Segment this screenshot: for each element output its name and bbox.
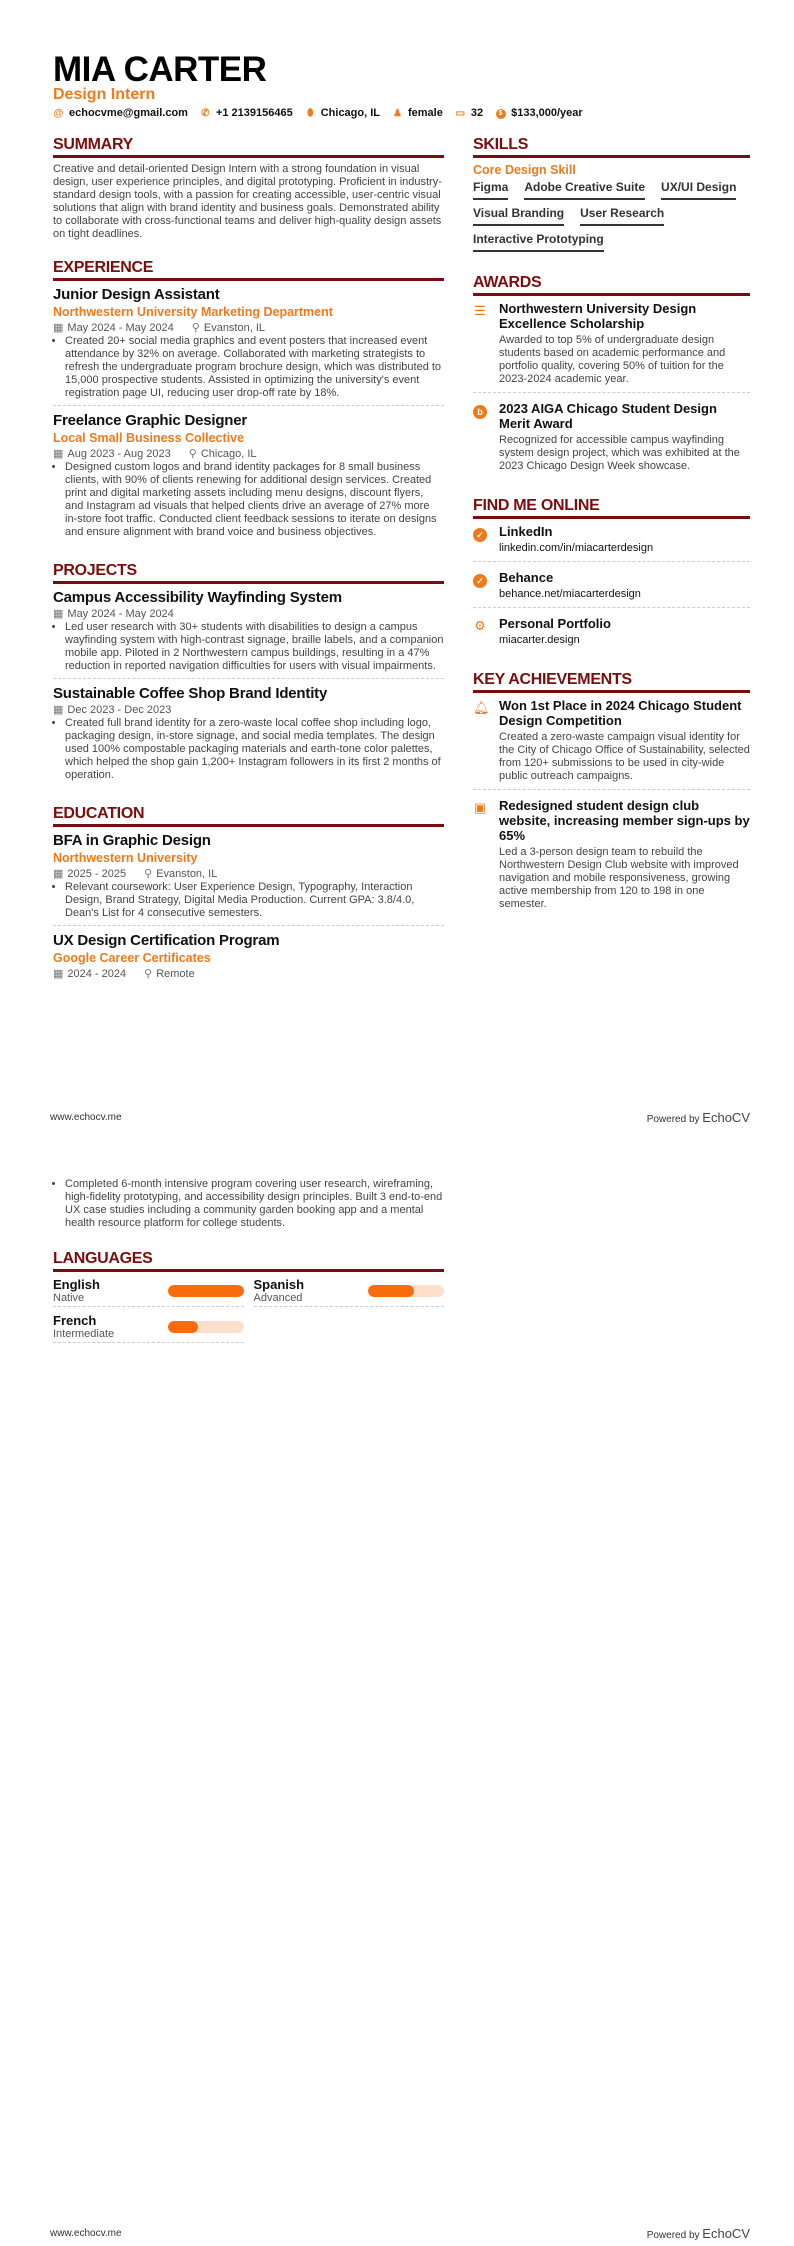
bullet: • Created full brand identity for a zero-waste local coffee shop including logo, packaging design, in-store signage, and social media templates. The design used 100% compostable packaging materials and earth-tone color palettes, which helped the shop gain 1,200+ Instagram followers in its first 2 months of operation. — [65, 717, 444, 782]
skill-chip: User Research — [580, 206, 664, 226]
item-title: Campus Accessibility Wayfinding System — [53, 589, 342, 606]
project-item — [53, 685, 444, 787]
link-url[interactable]: linkedin.com/in/miacarterdesign — [499, 542, 654, 554]
contact-bar — [53, 107, 583, 119]
contact-gender — [392, 107, 443, 119]
bell-icon: 🔔︎ — [473, 700, 490, 715]
calendar-icon: ▦ — [53, 868, 64, 880]
footer-site-link[interactable]: www.echocv.me — [50, 1112, 122, 1123]
contact-location — [305, 107, 380, 119]
location-text: Evanston, IL — [156, 868, 218, 880]
item-org: Local Small Business Collective — [53, 431, 245, 445]
calendar-icon: ▭ — [455, 107, 466, 119]
calendar-icon: ▦ — [53, 968, 64, 980]
skill-chip: Adobe Creative Suite — [524, 180, 645, 200]
section-heading: LANGUAGES — [53, 1250, 444, 1272]
award-title: 2023 AIGA Chicago Student Design Merit Award — [499, 401, 717, 431]
skills-section — [473, 136, 750, 252]
link-title: LinkedIn — [499, 524, 553, 539]
date-range — [53, 967, 126, 981]
contact-salary — [495, 107, 583, 119]
achievements-section — [473, 671, 750, 917]
bullet: • Led user research with 30+ students with disabilities to design a campus wayfinding system with high-contrast signage, braille labels, and a companion mobile app. Piloted in 2 Northwestern campus buildings, resulting in a 47% reduction in reported navigation difficulties for users with visual impairments. — [65, 621, 444, 673]
bar-fill — [168, 1285, 244, 1297]
job-title: Design Intern — [53, 86, 156, 103]
experience-item — [53, 412, 444, 544]
languages-section — [53, 1250, 444, 1343]
skill-chip: Interactive Prototyping — [473, 232, 604, 252]
contact-text: 32 — [470, 107, 484, 119]
location — [144, 867, 217, 881]
contact-text: echocvme@gmail.com — [69, 107, 188, 119]
skill-group-label: Core Design Skill — [473, 163, 576, 177]
award-item — [473, 301, 750, 393]
location-pin-icon: ⬮ — [307, 107, 314, 119]
contact-email[interactable] — [53, 107, 188, 119]
contact-phone[interactable] — [200, 107, 293, 119]
section-heading: AWARDS — [473, 274, 750, 296]
language-level: Intermediate — [53, 1328, 115, 1340]
link-url[interactable]: miacarter.design — [499, 634, 580, 646]
section-heading: FIND ME ONLINE — [473, 497, 750, 519]
location — [144, 967, 195, 981]
contact-text: +1 2139156465 — [215, 107, 293, 119]
award-description: Awarded to top 5% of undergraduate design students based on academic performance and portfolio quality, covering 50% of tuition for the 2023-2024 academic year. — [499, 334, 726, 385]
award-item — [473, 401, 750, 479]
award-title: Northwestern University Design Excellence Scholarship — [499, 301, 697, 331]
left-column-page-2 — [53, 1178, 444, 1343]
bullet: • Relevant coursework: User Experience Design, Typography, Interaction Design, Brand Strategy, Digital Media Production. Current GPA: 3.8/4.0, Dean's List for 4 consecutive semesters. — [65, 881, 444, 920]
online-link-portfolio[interactable] — [473, 616, 750, 653]
calendar-icon: ▦ — [53, 322, 64, 334]
language-name: English — [53, 1277, 100, 1292]
bullet: • Created 20+ social media graphics and event posters that increased event attendance by 32% on average. Collaborated with marketing strategists to refresh the undergraduate program brochure design, which was distributed to 15,000 prospective students. Assisted in optimizing the university's event registration page UI, reducing user drop-off rate by 18%. — [65, 335, 444, 400]
language-item — [254, 1277, 445, 1307]
footer-powered — [647, 2226, 750, 2241]
bullet: • Completed 6-month intensive program covering user research, wireframing, high-fidelity prototyping, and accessibility design principles. Built 3 end-to-end UX case studies including a community garden booking app and a mental health resource platform for college students. — [65, 1178, 444, 1230]
link-title: Personal Portfolio — [499, 616, 611, 631]
date-text: May 2024 - May 2024 — [67, 608, 174, 620]
date-text: May 2024 - May 2024 — [67, 322, 174, 334]
item-title: Junior Design Assistant — [53, 286, 220, 303]
footer-site-link[interactable]: www.echocv.me — [50, 2228, 122, 2239]
item-title: Freelance Graphic Designer — [53, 412, 248, 429]
contact-text: Chicago, IL — [320, 107, 380, 119]
date-text: Dec 2023 - Dec 2023 — [67, 704, 172, 716]
brand-logo[interactable]: EchoCV — [702, 1110, 750, 1125]
education-section — [53, 805, 444, 986]
date-range — [53, 703, 171, 717]
language-level: Native — [53, 1292, 85, 1304]
contact-text: $133,000/year — [511, 107, 583, 119]
location-text: Remote — [156, 968, 195, 980]
list-icon: ☰ — [474, 303, 486, 318]
footer-powered — [647, 1110, 750, 1125]
achievement-item — [473, 798, 750, 917]
achievement-description: Created a zero-waste campaign visual identity for the City of Chicago Office of Sustainability, selected from 120+ submissions to be used in city-wide public outreach campaigns. — [499, 731, 750, 782]
location-pin-icon: ⚲ — [191, 322, 200, 334]
skill-chip: Figma — [473, 180, 508, 200]
experience-item — [53, 286, 444, 406]
section-heading: SKILLS — [473, 136, 750, 158]
item-org: Northwestern University Marketing Department — [53, 305, 333, 319]
phone-icon: ✆ — [201, 107, 210, 119]
achievement-title: Redesigned student design club website, increasing member sign-ups by 65% — [499, 798, 750, 843]
powered-label: Powered by — [646, 1114, 700, 1125]
at-icon: @ — [53, 107, 64, 119]
location — [192, 321, 265, 335]
experience-section — [53, 259, 444, 544]
online-section — [473, 497, 750, 653]
language-proficiency-bar — [168, 1285, 244, 1297]
link-url[interactable]: behance.net/miacarterdesign — [499, 588, 641, 600]
bar-fill — [368, 1285, 414, 1297]
gear-icon: ⚙ — [474, 618, 486, 633]
chip-icon: ▣ — [473, 800, 487, 815]
location-pin-icon: ⚲ — [144, 868, 153, 880]
powered-label: Powered by — [646, 2230, 700, 2241]
bullet: • Designed custom logos and brand identity packages for 8 small business clients, with 90% of clients renewing for additional design services. Created print and digital marketing assets including menu designs, discount flyers, and Instagram ad visuals that helped clients drive an average of 27% more in-store foot traffic. Conducted client feedback sessions to iterate on designs and ensure alignment with brand voice and business objectives. — [65, 461, 444, 539]
language-item — [53, 1277, 244, 1307]
location — [189, 447, 257, 461]
date-range — [53, 607, 174, 621]
language-proficiency-bar — [368, 1285, 444, 1297]
calendar-icon: ▦ — [53, 448, 64, 460]
date-text: 2024 - 2024 — [67, 968, 127, 980]
item-title: BFA in Graphic Design — [53, 832, 211, 849]
brand-logo[interactable]: EchoCV — [702, 2226, 750, 2241]
contact-age — [455, 107, 483, 119]
award-badge-icon: b — [473, 401, 487, 473]
item-title: Sustainable Coffee Shop Brand Identity — [53, 685, 328, 702]
section-heading: PROJECTS — [53, 562, 444, 584]
achievement-description: Led a 3-person design team to rebuild the Northwestern Design Club website with improved navigation and mobile responsiveness, growing active membership from 120 to 198 in one semester. — [499, 846, 739, 910]
calendar-icon: ▦ — [53, 704, 64, 716]
dollar-circle-icon: $ — [495, 107, 506, 119]
date-range — [53, 321, 174, 335]
date-range — [53, 867, 126, 881]
date-text: Aug 2023 - Aug 2023 — [67, 448, 171, 460]
education-item — [53, 832, 444, 926]
skill-chip: Visual Branding — [473, 206, 564, 226]
date-text: 2025 - 2025 — [67, 868, 127, 880]
language-name: Spanish — [253, 1277, 305, 1292]
left-column — [53, 136, 444, 992]
education-item — [53, 932, 444, 986]
section-heading: KEY ACHIEVEMENTS — [473, 671, 750, 693]
summary-text: Creative and detail-oriented Design Intern with a strong foundation in visual design, user experience principles, and digital prototyping. Proficient in industry-standard design tools, with a passion for creating accessible, user-centric visual solutions that align with brand identity and business goals. Demonstrated ability to collaborate with cross-functional teams and deliver high-quality design assets on tight deadlines. — [53, 163, 442, 240]
language-item — [53, 1313, 244, 1343]
bar-fill — [168, 1321, 198, 1333]
section-heading: EXPERIENCE — [53, 259, 444, 281]
language-proficiency-bar — [168, 1321, 244, 1333]
section-heading: EDUCATION — [53, 805, 444, 827]
projects-section — [53, 562, 444, 787]
item-org: Google Career Certificates — [53, 951, 211, 965]
language-level: Advanced — [253, 1292, 303, 1304]
calendar-icon: ▦ — [53, 608, 64, 620]
location-text: Evanston, IL — [203, 322, 266, 334]
check-circle-icon: ✓ — [473, 524, 487, 555]
project-item — [53, 589, 444, 679]
achievement-item — [473, 698, 750, 790]
person-icon: ♟ — [393, 107, 402, 119]
link-title: Behance — [499, 570, 554, 585]
contact-text: female — [408, 107, 443, 119]
language-name: French — [53, 1313, 97, 1328]
achievement-title: Won 1st Place in 2024 Chicago Student Design Competition — [499, 698, 742, 728]
date-range — [53, 447, 171, 461]
location-text: Chicago, IL — [200, 448, 257, 460]
awards-section — [473, 274, 750, 479]
award-description: Recognized for accessible campus wayfinding system design project, which was exhibited at the 2023 Chicago Design Week showcase. — [499, 434, 740, 472]
online-link-behance[interactable] — [473, 570, 750, 608]
section-heading: SUMMARY — [53, 136, 444, 158]
location-pin-icon: ⚲ — [188, 448, 197, 460]
skill-chip: UX/UI Design — [661, 180, 736, 200]
item-title: UX Design Certification Program — [53, 932, 280, 949]
item-org: Northwestern University — [53, 851, 198, 865]
check-circle-icon: ✓ — [473, 570, 487, 601]
summary-section — [53, 136, 444, 241]
location-pin-icon: ⚲ — [144, 968, 153, 980]
online-link-linkedin[interactable] — [473, 524, 750, 562]
right-column — [473, 136, 750, 925]
candidate-name: MIA CARTER — [53, 50, 267, 89]
